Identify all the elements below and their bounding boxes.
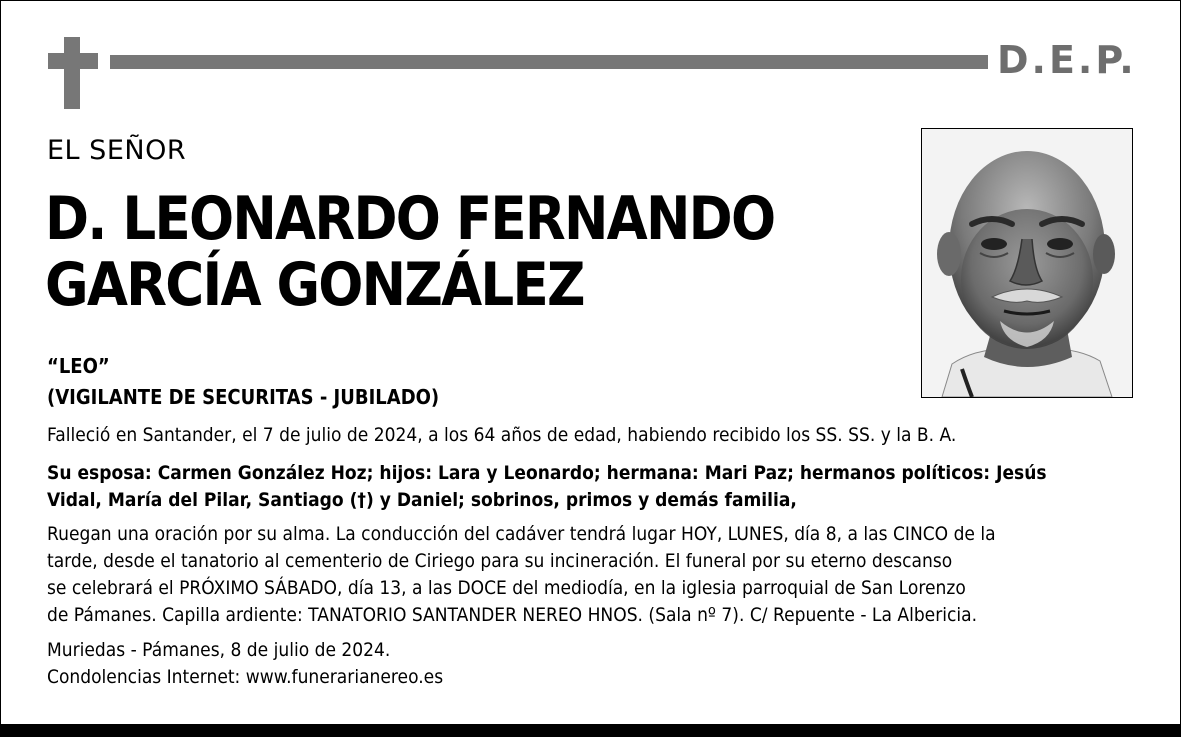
funeral-line: se celebrará el PRÓXIMO SÁBADO, día 13, a las DOCE del mediodía, en la iglesia parroquial de San Lorenzo — [47, 577, 966, 599]
family-line: Vidal, María del Pilar, Santiago (†) y Daniel; sobrinos, primos y demás familia, — [47, 489, 797, 511]
nickname: “LEO” — [47, 354, 110, 378]
condolences-link: Condolencias Internet: www.funerarianereo.es — [47, 666, 444, 688]
honorific: EL SEÑOR — [47, 135, 187, 166]
cross-horizontal-bar — [48, 53, 98, 69]
header-rule — [110, 55, 988, 69]
deceased-name-line1: D. LEONARDO FERNANDO — [45, 184, 775, 254]
family-line: Su esposa: Carmen González Hoz; hijos: Lara y Leonardo; hermana: Mari Paz; hermanos políticos: Jesús — [47, 462, 1047, 484]
family-list — [47, 460, 1047, 514]
portrait-photo — [921, 128, 1133, 398]
portrait-image — [922, 129, 1132, 397]
funeral-details — [47, 521, 996, 629]
bottom-bar — [0, 724, 1181, 737]
deceased-name — [45, 186, 774, 318]
funeral-line: de Pámanes. Capilla ardiente: TANATORIO SANTANDER NEREO HNOS. (Sala nº 7). C/ Repuente - La Albericia. — [47, 604, 978, 626]
funeral-line: tarde, desde el tanatorio al cementerio de Ciriego para su incineración. El funeral por su eterno descanso — [47, 550, 953, 572]
place-date: Muriedas - Pámanes, 8 de julio de 2024. — [47, 639, 391, 661]
funeral-line: Ruegan una oración por su alma. La conducción del cadáver tendrá lugar HOY, LUNES, día 8, a las CINCO de la — [47, 523, 996, 545]
closing — [47, 637, 443, 691]
dep-heading: D.E.P. — [997, 38, 1137, 82]
occupation: (VIGILANTE DE SECURITAS - JUBILADO) — [47, 385, 440, 409]
death-notice: Falleció en Santander, el 7 de julio de 2024, a los 64 años de edad, habiendo recibido los SS. SS. y la B. A. — [47, 424, 957, 446]
deceased-name-line2: GARCÍA GONZÁLEZ — [45, 250, 584, 320]
cross-vertical-bar — [64, 37, 80, 109]
